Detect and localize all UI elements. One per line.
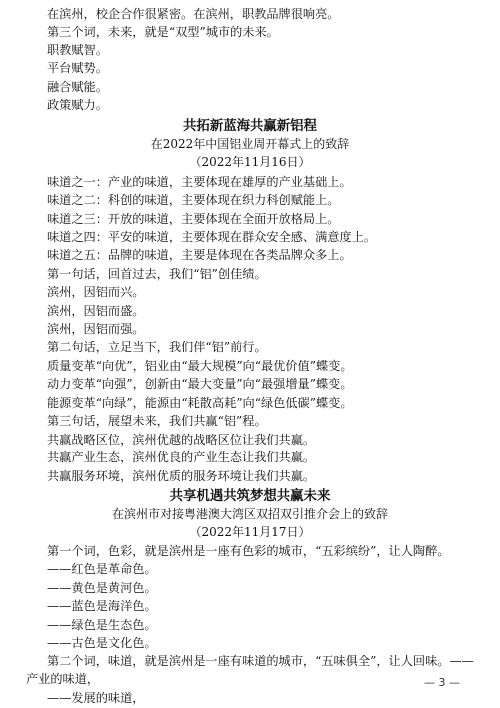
- section-title: 共拓新蓝海共赢新铝程: [183, 119, 317, 134]
- text-line: ——绿色是生态色。: [47, 618, 157, 632]
- text-line: 第三个词，未来，就是“双型”城市的未来。: [47, 25, 279, 39]
- text-line: 能源变革“向绿”，能源由“耗散高耗”向“绿色低碳”蝶变。: [47, 396, 353, 410]
- text-line: ——蓝色是海洋色。: [47, 599, 157, 613]
- text-line: 滨州，因铝而兴。: [47, 285, 145, 299]
- text-line: 产业的味道，: [26, 672, 100, 686]
- text-line: 共赢战略区位，滨州优越的战略区位让我们共赢。: [47, 433, 316, 447]
- section-subtitle: （2022年11月16日）: [189, 155, 311, 169]
- text-line: 政策赋力。: [47, 98, 108, 112]
- text-line: 融合赋能。: [47, 80, 108, 94]
- text-line: 滨州，因铝而强。: [47, 322, 145, 336]
- text-line: 职教赋智。: [47, 43, 108, 57]
- text-line: 味道之五：品牌的味道，主要是体现在各类品牌众多上。: [47, 248, 352, 262]
- text-line: ——古色是文化色。: [47, 636, 157, 650]
- text-line: 第二句话，立足当下，我们伴“铝”前行。: [47, 340, 267, 354]
- text-line: 共赢产业生态，滨州优良的产业生态让我们共赢。: [47, 450, 316, 464]
- text-line: ——黄色是黄河色。: [47, 581, 157, 595]
- section-title: 共享机遇共筑梦想共赢未来: [169, 489, 331, 504]
- text-line: 第二个词，味道，就是滨州是一座有味道的城市，“五味俱全”，让人回味。——: [47, 654, 474, 668]
- text-line: 动力变革“向强”，创新由“最大变量”向“最强增量”蝶变。: [47, 377, 353, 391]
- text-line: 在滨州，校企合作很紧密。在滨州，职教品牌很响亮。: [47, 7, 340, 21]
- text-line: ——发展的味道，: [47, 691, 145, 705]
- text-line: 平台赋势。: [47, 61, 108, 75]
- text-line: ——红色是革命色。: [47, 562, 157, 576]
- text-line: 共赢服务环境，滨州优质的服务环境让我们共赢。: [47, 469, 316, 483]
- page-number: — 3 —: [424, 676, 460, 689]
- section-subtitle: 在2022年中国铝业周开幕式上的致辞: [150, 137, 350, 151]
- section-subtitle: 在滨州市对接粤港澳大湾区双招双引推介会上的致辞: [111, 507, 388, 521]
- text-line: 味道之二：科创的味道，主要体现在织力科创赋能上。: [47, 193, 340, 207]
- section-subtitle: （2022年11月17日）: [189, 525, 311, 539]
- text-line: 味道之四：平安的味道，主要体现在群众安全感、满意度上。: [47, 230, 377, 244]
- text-line: 味道之一：产业的味道，主要体现在雄厚的产业基础上。: [47, 175, 352, 189]
- text-line: 滨州，因铝而盛。: [47, 304, 145, 318]
- text-line: 第三句话，展望未来，我们共赢“铝”程。: [47, 414, 267, 428]
- text-line: 味道之三：开放的味道，主要体现在全面开放格局上。: [47, 212, 340, 226]
- text-line: 质量变革“向优”，铝业由“最大规模”向“最优价值”蝶变。: [47, 359, 353, 373]
- text-line: 第一句话，回首过去，我们“铝”创佳绩。: [47, 267, 267, 281]
- text-line: 第一个词，色彩，就是滨州是一座有色彩的城市，“五彩缤纷”，让人陶醉。: [47, 544, 450, 558]
